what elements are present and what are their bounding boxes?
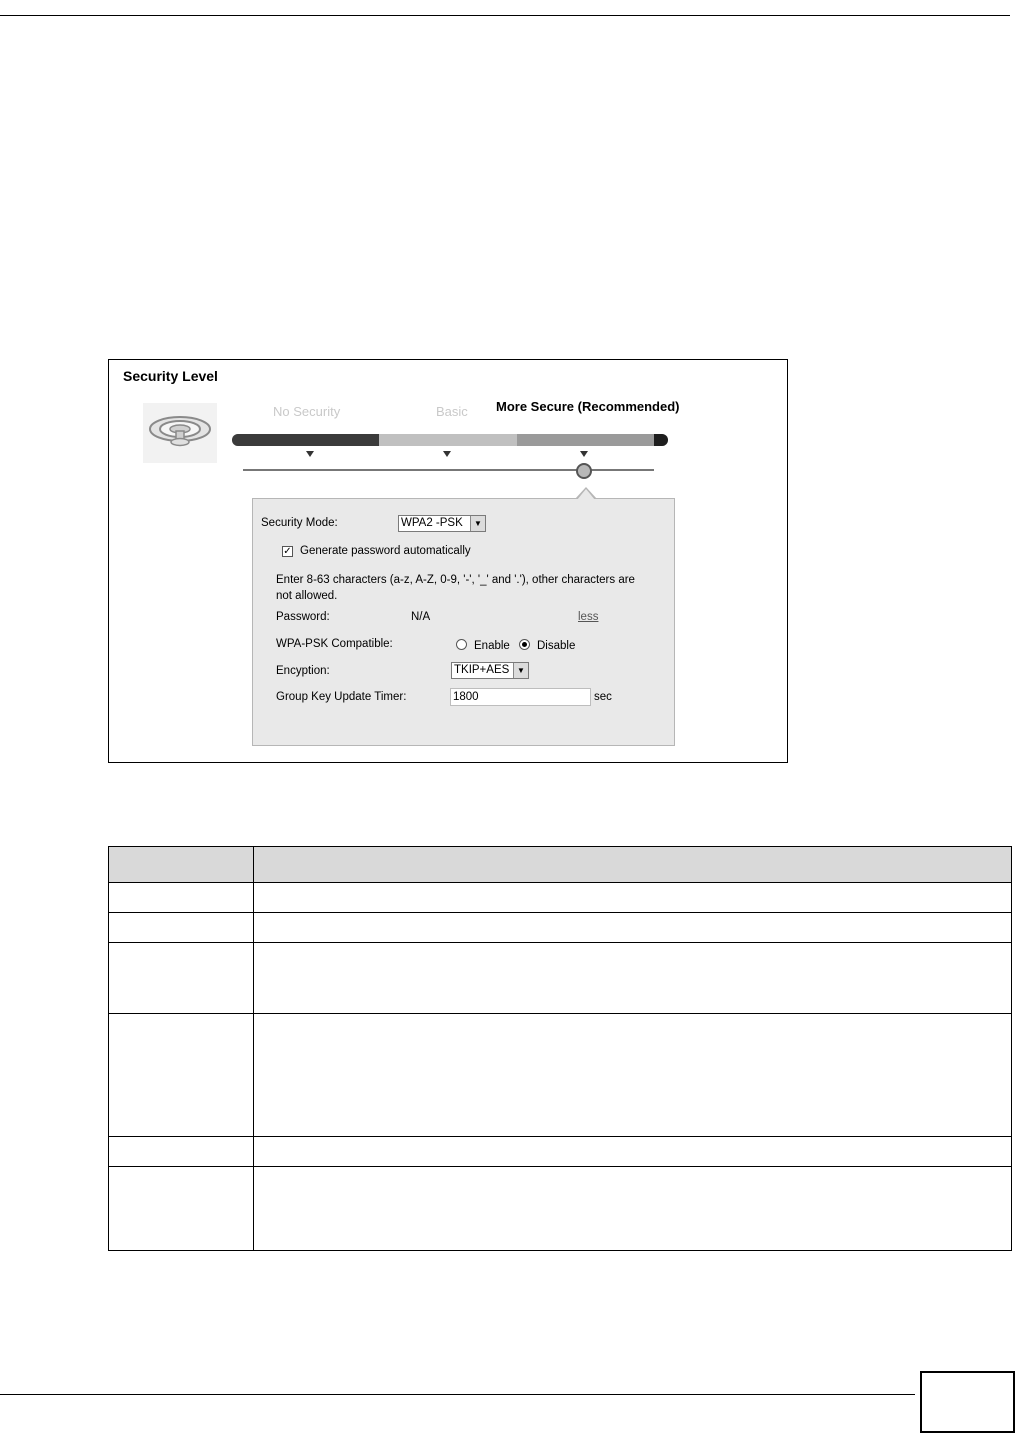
table-row [109, 883, 1012, 913]
table-cell [109, 1137, 254, 1167]
group-key-timer-unit: sec [594, 691, 612, 703]
table-cell [254, 1137, 1012, 1167]
table-header-row [109, 847, 1012, 883]
wpa-compat-disable-radio[interactable] [519, 639, 530, 650]
security-mode-label: Security Mode: [261, 517, 338, 529]
level-more-secure[interactable]: More Secure (Recommended) [496, 399, 680, 414]
security-slider-track[interactable] [243, 469, 654, 471]
header-rule [0, 15, 1010, 16]
group-key-timer-input[interactable] [450, 688, 591, 706]
security-level-figure [108, 359, 788, 763]
encryption-value: TKIP+AES [454, 664, 510, 676]
table-row [109, 943, 1012, 1014]
table-header-cell [254, 847, 1012, 883]
security-mode-value: WPA2 -PSK [401, 517, 463, 529]
security-mode-select[interactable] [398, 515, 486, 532]
security-settings-panel [252, 498, 675, 746]
security-level-bar [232, 434, 668, 446]
marker-basic-icon [443, 451, 451, 457]
description-table [108, 846, 1012, 1251]
dropdown-arrow-icon: ▼ [513, 663, 528, 678]
table-row [109, 1167, 1012, 1251]
level-basic[interactable]: Basic [436, 404, 468, 419]
wpa-compat-enable-radio[interactable] [456, 639, 467, 650]
table-row [109, 913, 1012, 943]
group-key-timer-label: Group Key Update Timer: [276, 691, 407, 703]
wireless-icon [143, 403, 217, 463]
dropdown-arrow-icon: ▼ [470, 516, 485, 531]
table-cell [109, 943, 254, 1014]
page-number-box [920, 1371, 1015, 1433]
encryption-label: Encyption: [276, 665, 330, 677]
level-no-security[interactable]: No Security [273, 404, 341, 419]
table-cell [254, 1167, 1012, 1251]
wpa-compat-enable-label: Enable [474, 640, 510, 652]
table-row [109, 1137, 1012, 1167]
table-cell [109, 913, 254, 943]
password-value: N/A [411, 611, 431, 623]
table-cell [109, 1014, 254, 1137]
footer-rule [0, 1394, 915, 1395]
table-header-cell [109, 847, 254, 883]
table-cell [109, 883, 254, 913]
wpa-compat-disable-label: Disable [537, 640, 576, 652]
generate-password-checkbox[interactable]: ✓ [283, 546, 292, 557]
table-cell [254, 943, 1012, 1014]
panel-pointer-fill [577, 489, 595, 500]
wpa-compatible-label: WPA-PSK Compatible: [276, 638, 393, 650]
encryption-select[interactable] [451, 662, 529, 679]
marker-more-secure-icon [580, 451, 588, 457]
less-link[interactable]: less [578, 611, 599, 623]
password-label: Password: [276, 611, 330, 623]
generate-password-label: Generate password automatically [300, 545, 471, 557]
table-row [109, 1014, 1012, 1137]
figure-title: Security Level [123, 368, 218, 384]
table-cell [109, 1167, 254, 1251]
marker-no-security-icon [306, 451, 314, 457]
table-cell [254, 1014, 1012, 1137]
table-cell [254, 883, 1012, 913]
password-hint-line1: Enter 8-63 characters (a-z, A-Z, 0-9, '-', '_' and '.'), other characters are [276, 574, 635, 586]
table-cell [254, 913, 1012, 943]
password-hint-line2: not allowed. [276, 590, 338, 602]
security-slider-handle[interactable] [576, 463, 592, 479]
